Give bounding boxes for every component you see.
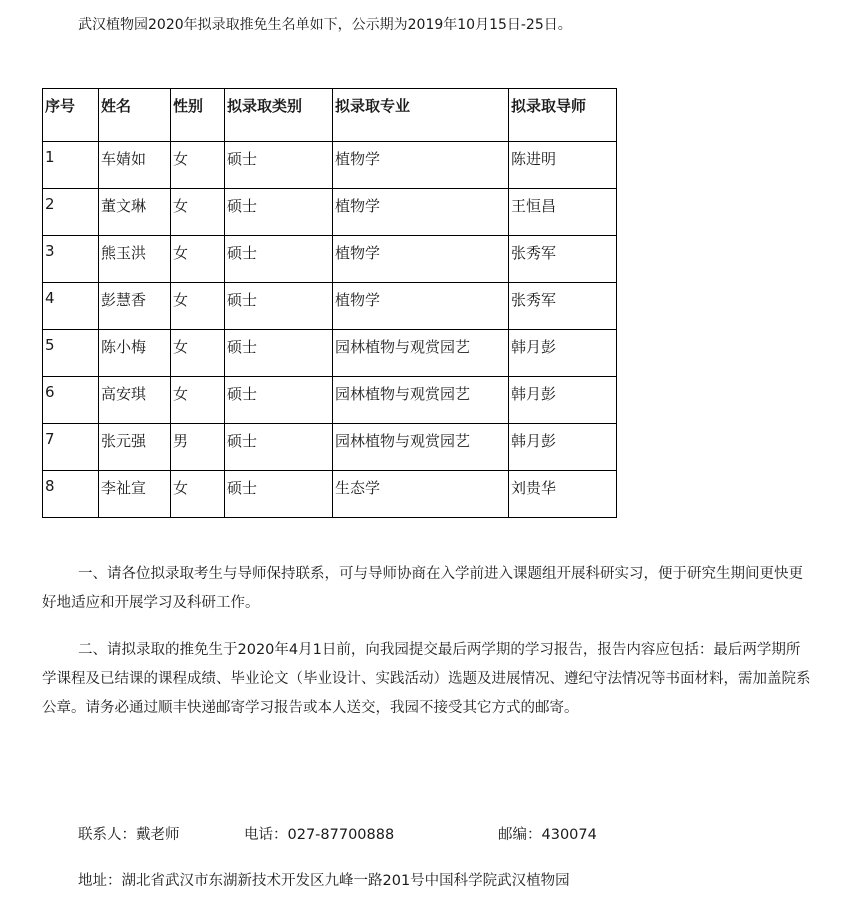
cell-advisor: 王恒昌 [509, 189, 617, 236]
cell-category: 硕士 [225, 330, 333, 377]
cell-index: 8 [43, 471, 99, 518]
cell-major: 生态学 [333, 471, 509, 518]
table-row [43, 142, 617, 189]
cell-index: 2 [43, 189, 99, 236]
table-row [43, 471, 617, 518]
cell-name: 彭慧香 [99, 283, 171, 330]
cell-name: 张元强 [99, 424, 171, 471]
instruction-paragraph-2: 二、请拟录取的推免生于2020年4月1日前，向我园提交最后两学期的学习报告，报告内容应包括：最后两学期所学课程及已结课的课程成绩、毕业论文（毕业设计、实践活动）选题及进展情况、遵纪守法情况等书面材料，需加盖院系公章。请务必通过顺丰快递邮寄学习报告或本人送交，我园不接受其它方式的邮寄。 [42, 642, 811, 716]
cell-gender: 女 [171, 189, 225, 236]
header-index: 序号 [43, 89, 99, 142]
cell-major: 园林植物与观赏园艺 [333, 377, 509, 424]
cell-name: 车婧如 [99, 142, 171, 189]
cell-gender: 男 [171, 424, 225, 471]
cell-name: 高安琪 [99, 377, 171, 424]
cell-category: 硕士 [225, 377, 333, 424]
cell-major: 植物学 [333, 283, 509, 330]
cell-advisor: 张秀军 [509, 236, 617, 283]
cell-category: 硕士 [225, 189, 333, 236]
cell-advisor: 韩月彭 [509, 330, 617, 377]
cell-category: 硕士 [225, 236, 333, 283]
instruction-paragraph-1: 一、请各位拟录取考生与导师保持联系，可与导师协商在入学前进入课题组开展科研实习，便于研究生期间更快更好地适应和开展学习及科研工作。 [42, 566, 803, 611]
cell-index: 1 [43, 142, 99, 189]
cell-advisor: 韩月彭 [509, 377, 617, 424]
cell-category: 硕士 [225, 424, 333, 471]
cell-index: 3 [43, 236, 99, 283]
cell-category: 硕士 [225, 283, 333, 330]
table-row [43, 424, 617, 471]
table-row [43, 330, 617, 377]
table-row [43, 283, 617, 330]
table-row [43, 189, 617, 236]
cell-gender: 女 [171, 142, 225, 189]
header-advisor: 拟录取导师 [509, 89, 617, 142]
header-name: 姓名 [99, 89, 171, 142]
cell-advisor: 张秀军 [509, 283, 617, 330]
cell-advisor: 刘贵华 [509, 471, 617, 518]
contact-line [78, 824, 597, 846]
header-major: 拟录取专业 [333, 89, 509, 142]
contact-phone: 电话：027-87700888 [244, 827, 395, 843]
notice-intro: 武汉植物园2020年拟录取推免生名单如下，公示期为2019年10月15日-25日。 [78, 17, 572, 33]
table-row [43, 236, 617, 283]
table-row [43, 377, 617, 424]
admission-table [42, 88, 617, 518]
cell-advisor: 陈进明 [509, 142, 617, 189]
header-gender: 性别 [171, 89, 225, 142]
cell-gender: 女 [171, 330, 225, 377]
cell-major: 园林植物与观赏园艺 [333, 424, 509, 471]
cell-advisor: 韩月彭 [509, 424, 617, 471]
cell-gender: 女 [171, 377, 225, 424]
cell-index: 4 [43, 283, 99, 330]
cell-name: 李祉宣 [99, 471, 171, 518]
cell-index: 7 [43, 424, 99, 471]
contact-person: 联系人：戴老师 [78, 827, 180, 843]
header-category: 拟录取类别 [225, 89, 333, 142]
cell-gender: 女 [171, 236, 225, 283]
cell-index: 6 [43, 377, 99, 424]
cell-major: 植物学 [333, 236, 509, 283]
cell-name: 陈小梅 [99, 330, 171, 377]
cell-major: 园林植物与观赏园艺 [333, 330, 509, 377]
contact-zip: 邮编：430074 [498, 827, 597, 843]
cell-index: 5 [43, 330, 99, 377]
contact-address: 地址：湖北省武汉市东湖新技术开发区九峰一路201号中国科学院武汉植物园 [78, 873, 570, 889]
cell-name: 熊玉洪 [99, 236, 171, 283]
table-header-row [43, 89, 617, 142]
cell-gender: 女 [171, 283, 225, 330]
cell-gender: 女 [171, 471, 225, 518]
cell-name: 董文琳 [99, 189, 171, 236]
cell-major: 植物学 [333, 189, 509, 236]
cell-category: 硕士 [225, 471, 333, 518]
cell-category: 硕士 [225, 142, 333, 189]
cell-major: 植物学 [333, 142, 509, 189]
